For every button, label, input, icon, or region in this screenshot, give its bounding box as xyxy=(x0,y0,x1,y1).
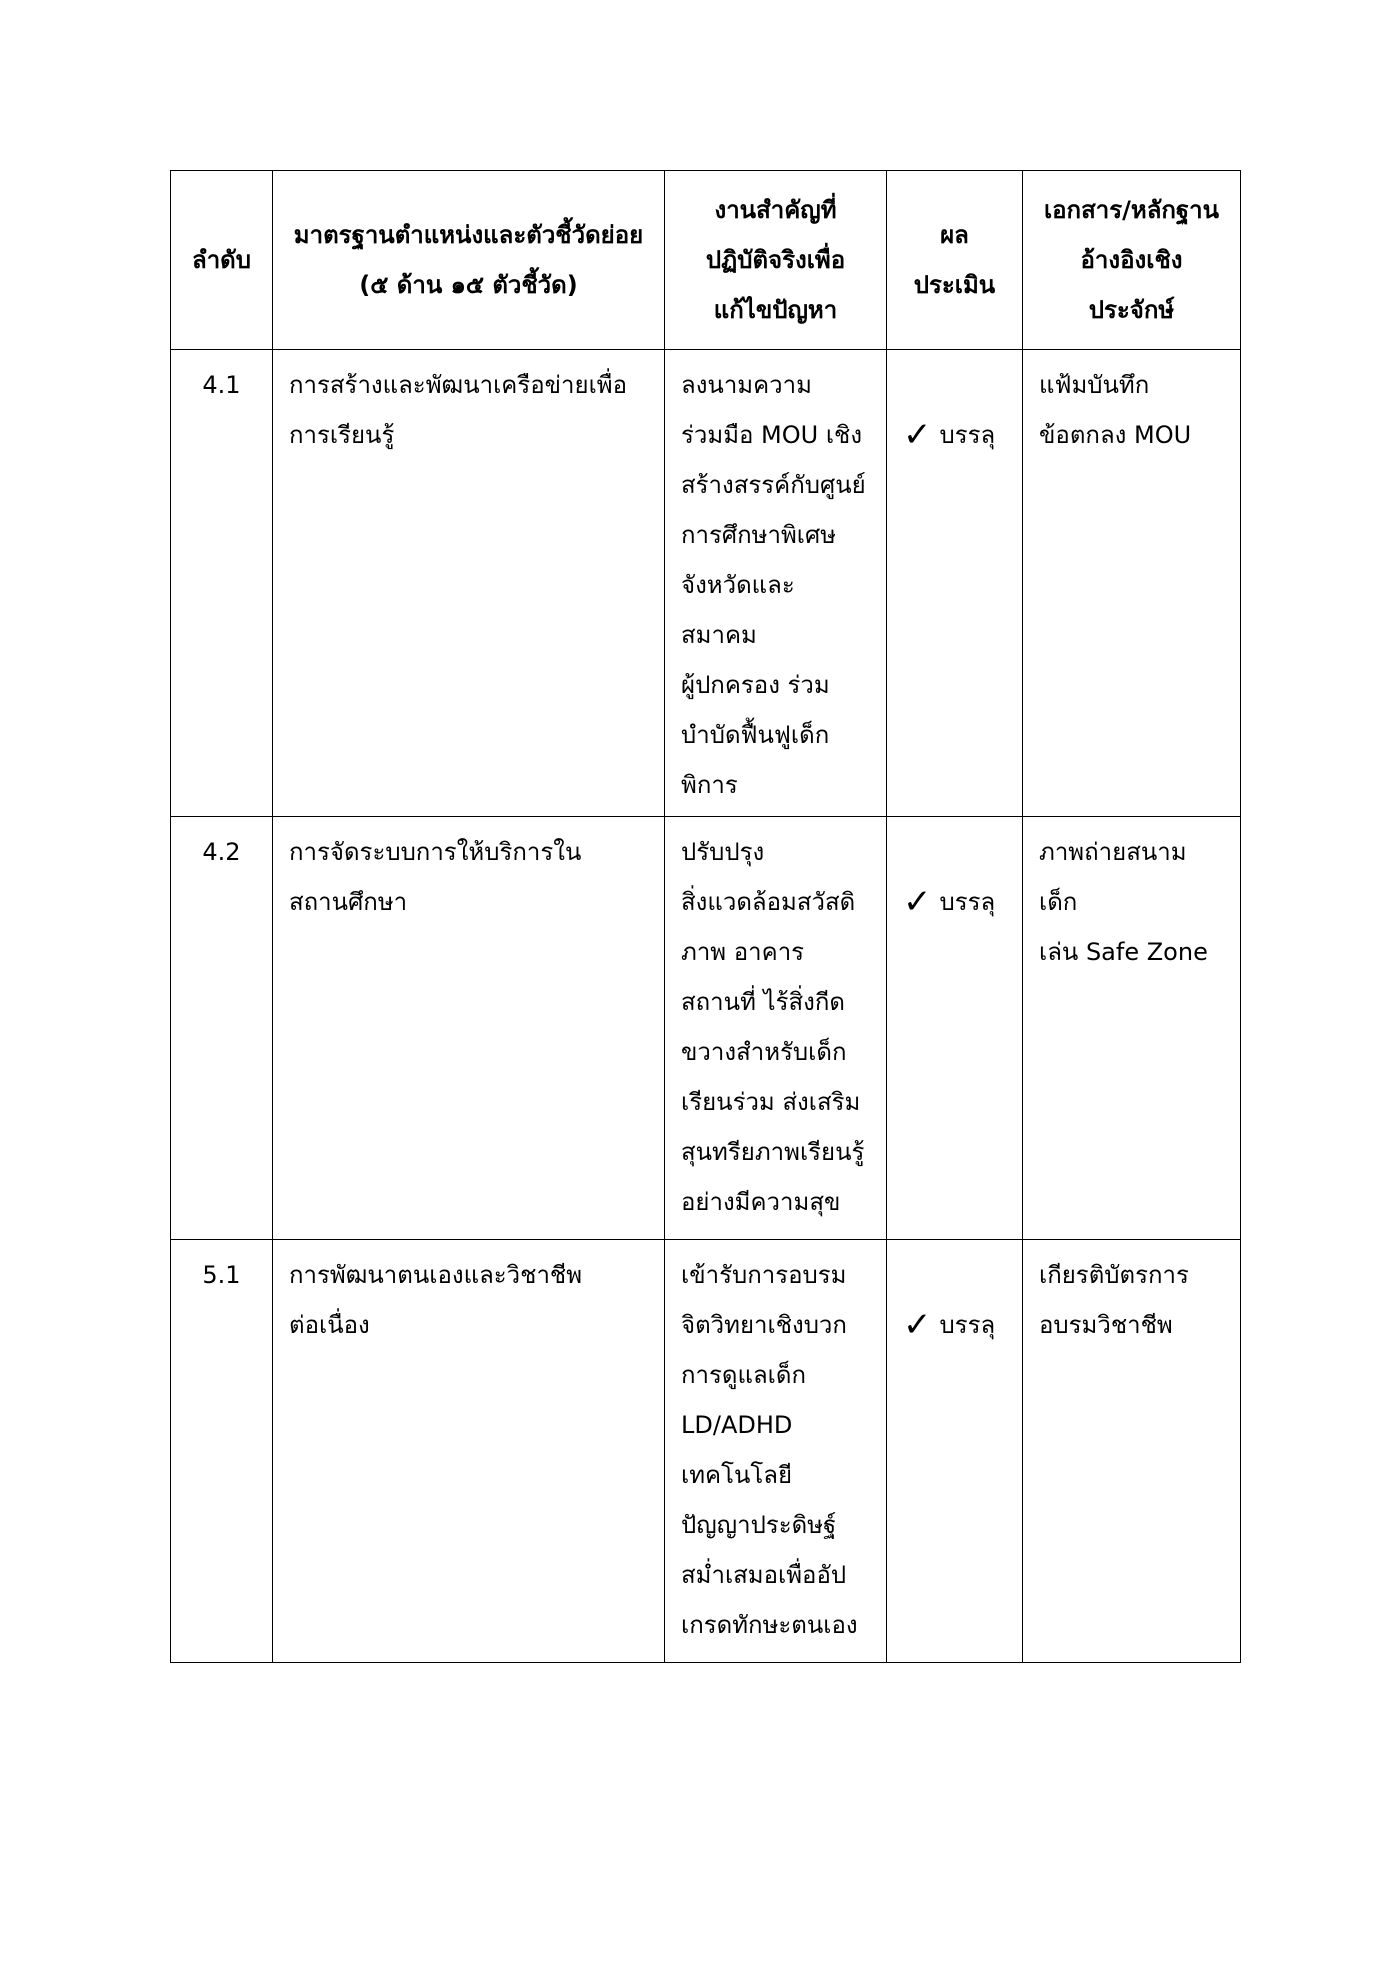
header-standard-label: มาตรฐานตำแหน่งและตัวชี้วัดย่อย (๕ ด้าน ๑๕ ตัวชี้วัด) xyxy=(293,221,644,299)
result-group xyxy=(903,882,996,922)
row-evidence: เกียรติบัตรการ อบรมวิชาชีพ xyxy=(1023,1240,1241,1663)
row-standard: การสร้างและพัฒนาเครือข่ายเพื่อ การเรียนรู้ xyxy=(273,350,665,817)
result-label: บรรลุ xyxy=(939,1311,996,1339)
header-row xyxy=(171,171,1241,350)
table-row xyxy=(171,1240,1241,1663)
result-label: บรรลุ xyxy=(939,888,996,916)
row-number: 5.1 xyxy=(171,1240,273,1663)
row-standard: การจัดระบบการให้บริการใน สถานศึกษา xyxy=(273,817,665,1240)
header-result-label: ผล ประเมิน xyxy=(913,221,996,299)
result-group xyxy=(903,415,996,455)
header-work xyxy=(665,171,887,350)
row-result xyxy=(887,1240,1023,1663)
header-evidence xyxy=(1023,171,1241,350)
check-mark-icon: ✓ xyxy=(903,1305,932,1345)
table-header xyxy=(171,171,1241,350)
table-row xyxy=(171,350,1241,817)
table-row xyxy=(171,817,1241,1240)
check-mark-icon: ✓ xyxy=(903,882,932,922)
row-result xyxy=(887,350,1023,817)
row-result xyxy=(887,817,1023,1240)
row-standard: การพัฒนาตนเองและวิชาชีพ ต่อเนื่อง xyxy=(273,1240,665,1663)
row-evidence: แฟ้มบันทึก ข้อตกลง MOU xyxy=(1023,350,1241,817)
header-no-label: ลำดับ xyxy=(191,246,251,274)
header-no xyxy=(171,171,273,350)
row-evidence: ภาพถ่ายสนามเด็ก เล่น Safe Zone xyxy=(1023,817,1241,1240)
check-mark-icon: ✓ xyxy=(903,415,932,455)
evaluation-table xyxy=(170,170,1241,1663)
header-evidence-label: เอกสาร/หลักฐาน อ้างอิงเชิง ประจักษ์ xyxy=(1043,196,1220,324)
row-work: ปรับปรุง สิ่งแวดล้อมสวัสดิ ภาพ อาคาร สถานที่ ไร้สิ่งกีด ขวางสำหรับเด็ก เรียนร่วม ส่งเสริม สุนทรียภาพเรียนรู้ อย่างมีความสุข xyxy=(665,817,887,1240)
header-work-label: งานสำคัญที่ ปฏิบัติจริงเพื่อ แก้ไขปัญหา xyxy=(705,196,846,324)
header-standard xyxy=(273,171,665,350)
row-work: ลงนามความ ร่วมมือ MOU เชิง สร้างสรรค์กับศูนย์ การศึกษาพิเศษ จังหวัดและสมาคม ผู้ปกครอง ร่วม บำบัดฟื้นฟูเด็ก พิการ xyxy=(665,350,887,817)
result-group xyxy=(903,1305,996,1345)
table-body xyxy=(171,350,1241,1663)
header-result xyxy=(887,171,1023,350)
row-number: 4.2 xyxy=(171,817,273,1240)
row-work: เข้ารับการอบรม จิตวิทยาเชิงบวก การดูแลเด็ก LD/ADHD เทคโนโลยี ปัญญาประดิษฐ์ สม่ำเสมอเพื่ออัป เกรดทักษะตนเอง xyxy=(665,1240,887,1663)
row-number: 4.1 xyxy=(171,350,273,817)
result-label: บรรลุ xyxy=(939,421,996,449)
